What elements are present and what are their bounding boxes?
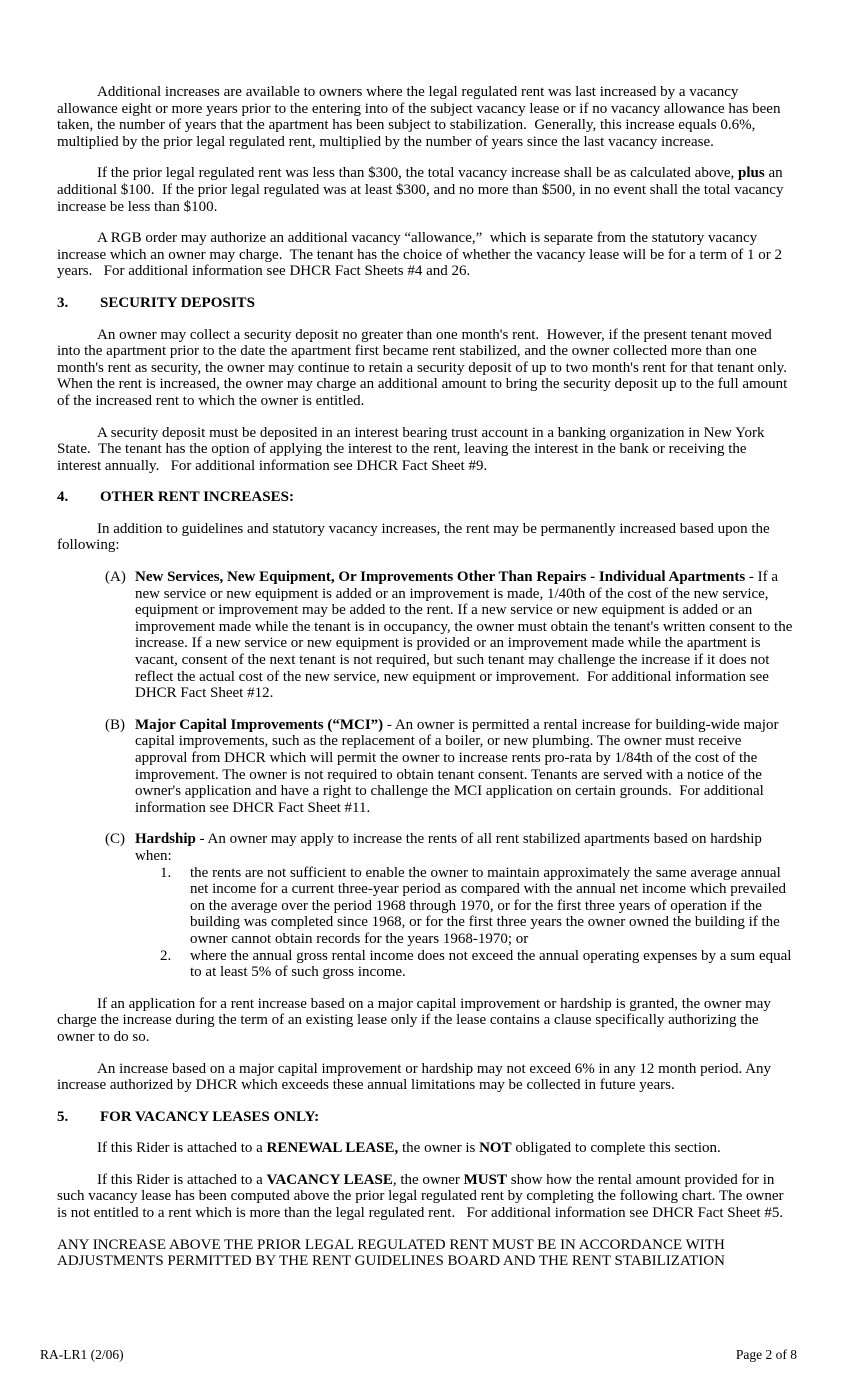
text-run: An increase based on a major capital improvement or hardship may not exceed 6% in any 12 month period. Any increase authorized by DHCR which exceeds these annual limitations may be collected in future years. bbox=[57, 1060, 775, 1094]
list-item-label: (B) bbox=[105, 716, 125, 733]
section-number: 5. bbox=[57, 1108, 69, 1125]
list-item-label: 2. bbox=[160, 947, 172, 964]
text-run: the rents are not sufficient to enable the owner to maintain approximately the same average annual net income for a current three-year period as compared with the annual net income which prevailed on the average over the period 1968 through 1970, or for the first three years of operation if the building was completed since 1968, or for the first three years the owner owned the building if the owner cannot obtain records for the years 1968-1970; or bbox=[190, 864, 790, 947]
list-item-label: (C) bbox=[105, 831, 125, 848]
text-run: A security deposit must be deposited in an interest bearing trust account in a banking organization in New York State. The tenant has the option of applying the interest to the rent, leaving the interest in the bank or receiving the interest annually. For additional information see DHCR Fact Sheet #9. bbox=[57, 424, 769, 474]
paragraph bbox=[57, 1061, 794, 1094]
paragraph bbox=[57, 425, 794, 475]
bold-text-run: VACANCY LEASE bbox=[266, 1171, 393, 1188]
list-item bbox=[57, 865, 794, 948]
text-run: - An owner is permitted a rental increase for building-wide major capital improvements, such as the replacement of a boiler, or new plumbing. The owner must receive approval from DHCR which will permit the owner to increase rents pro-rata by 1/84th of the cost of the improvement. The owner is not required to obtain tenant consent. Tenants are served with a notice of the owner's application and have a right to challenge the MCI application on certain grounds. For additional information see DHCR Fact Sheet #11. bbox=[135, 716, 783, 816]
text-run: An owner may collect a security deposit no greater than one month's rent. However, if the present tenant moved into the apartment prior to the date the apartment first became rent stabilized, and the owner collected more than one month's rent as security, the owner may continue to retain a security deposit of up to two month's rent for that tenant only. When the rent is increased, the owner may charge an additional amount to bring the security deposit up to the full amount of the increased rent to which the owner is entitled. bbox=[57, 326, 795, 409]
section-heading bbox=[57, 295, 794, 312]
text-run: If an application for a rent increase based on a major capital improvement or hardship is granted, the owner may charge the increase during the term of an existing lease only if the lease contains a clause specifically authorizing the owner to do so. bbox=[57, 995, 775, 1045]
section-heading bbox=[57, 1109, 794, 1126]
text-run: , the owner bbox=[392, 1171, 464, 1188]
text-run: obligated to complete this section. bbox=[511, 1140, 721, 1157]
text-run: If the prior legal regulated rent was less than $300, the total vacancy increase shall be as calculated above, bbox=[97, 165, 738, 182]
paragraph bbox=[57, 521, 794, 554]
text-run: show how the rental amount provided for in such vacancy lease has been computed above the prior legal regulated rent by completing the following chart. The owner is not entitled to a rent which is more than the legal regulated rent. For additional information see DHCR Fact Sheet #5. bbox=[57, 1171, 788, 1222]
section-title: FOR VACANCY LEASES ONLY: bbox=[100, 1108, 320, 1125]
list-item-label: 1. bbox=[160, 864, 172, 881]
text-run: A RGB order may authorize an additional vacancy “allowance,” which is separate from the statutory vacancy increase which an owner may charge. The tenant has the choice of whether the vacancy lease will be for a term of 1 or 2 years. For additional information see DHCR Fact Sheets #4 and 26. bbox=[57, 230, 786, 280]
bold-text-run: Hardship bbox=[135, 831, 196, 848]
page-number: Page 2 of 8 bbox=[735, 1347, 797, 1362]
text-run: Additional increases are available to owners where the legal regulated rent was last increased by a vacancy allowance eight or more years prior to the entering into of the subject vacancy lease or if no vacancy allowance has been taken, the number of years that the apartment has been subject to stabilization. Generally, this increase equals 0.6%, multiplied by the prior legal regulated rent, multiplied by the number of years since the last vacancy increase. bbox=[57, 84, 785, 150]
list-item bbox=[57, 948, 794, 981]
paragraph bbox=[57, 996, 794, 1046]
bold-text-run: MUST bbox=[463, 1171, 507, 1188]
text-run: In addition to guidelines and statutory vacancy increases, the rent may be permanently increased based upon the following: bbox=[57, 520, 774, 554]
bold-text-run: New Services, New Equipment, Or Improvements Other Than Repairs - Individual Apartments bbox=[135, 569, 746, 586]
paragraph bbox=[57, 165, 794, 215]
section-number: 3. bbox=[57, 294, 69, 311]
form-number: RA-LR1 (2/06) bbox=[40, 1347, 124, 1362]
paragraph bbox=[57, 1172, 794, 1222]
text-run: an additional $100. If the prior legal regulated was at least $300, and no more than $500, in no event shall the total vacancy increase be less than $100. bbox=[57, 165, 788, 215]
text-run: the owner is bbox=[398, 1140, 480, 1157]
section-title: OTHER RENT INCREASES: bbox=[100, 489, 294, 506]
paragraph bbox=[57, 230, 794, 280]
list-item bbox=[57, 831, 794, 864]
document-body bbox=[57, 84, 797, 1270]
paragraph bbox=[57, 327, 794, 410]
text-run: where the annual gross rental income does not exceed the annual operating expenses by a sum equal to at least 5% of such gross income. bbox=[190, 947, 796, 981]
text-run: - If a new service or new equipment is added or an improvement is made, 1/40th of the cost of the new service, equipment or improvement may be added to the rent. If a new service or new equipment is added or an improvement made while the tenant is in occupancy, the owner must obtain the tenant's written consent to the increase. If a new service or new equipment is provided or an improvement made while the apartment is vacant, consent of the next tenant is not required, but such tenant may challenge the increase if it does not reflect the actual cost of the new service, new equipment or improvement. For additional information see DHCR Fact Sheet #12. bbox=[135, 569, 797, 702]
text-run: If this Rider is attached to a bbox=[97, 1171, 267, 1188]
list-item bbox=[57, 569, 797, 702]
text-run: If this Rider is attached to a bbox=[97, 1140, 267, 1157]
list-item bbox=[57, 717, 794, 817]
section-number: 4. bbox=[57, 489, 69, 506]
bold-text-run: RENEWAL LEASE, bbox=[266, 1140, 399, 1157]
text-run: ANY INCREASE ABOVE THE PRIOR LEGAL REGULATED RENT MUST BE IN ACCORDANCE WITH ADJUSTMENTS PERMITTED BY THE RENT GUIDELINES BOARD AND THE RENT STABILIZATION bbox=[57, 1236, 728, 1270]
section-title: SECURITY DEPOSITS bbox=[100, 294, 255, 311]
paragraph bbox=[57, 84, 794, 150]
text-run: - An owner may apply to increase the rents of all rent stabilized apartments based on hardship when: bbox=[135, 831, 766, 864]
page-footer bbox=[40, 1347, 797, 1364]
section-heading bbox=[57, 489, 794, 506]
paragraph bbox=[57, 1140, 794, 1157]
bold-text-run: Major Capital Improvements (“MCI”) bbox=[135, 716, 384, 733]
list-item-label: (A) bbox=[105, 569, 126, 586]
paragraph bbox=[57, 1237, 794, 1270]
bold-text-run: plus bbox=[738, 165, 765, 182]
bold-text-run: NOT bbox=[479, 1140, 512, 1157]
